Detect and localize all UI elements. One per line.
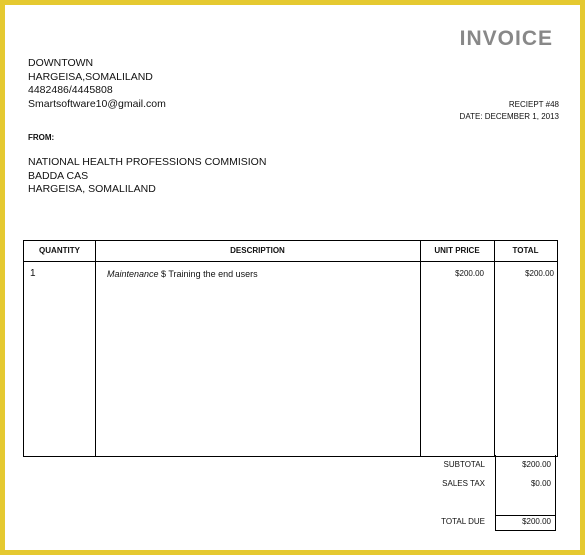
sales-tax-label: SALES TAX xyxy=(442,479,485,488)
receipt-date: DATE: DECEMBER 1, 2013 xyxy=(459,112,559,121)
from-label: FROM: xyxy=(28,133,55,142)
row-description-italic: Maintenance xyxy=(107,269,159,279)
sales-tax-value: $0.00 xyxy=(530,479,551,488)
company-city: HARGEISA,SOMALILAND xyxy=(28,70,153,83)
subtotal-label: SUBTOTAL xyxy=(443,460,485,469)
line-items-table xyxy=(23,240,558,457)
from-address xyxy=(28,156,266,197)
row-quantity: 1 xyxy=(30,268,36,279)
header-divider xyxy=(24,261,557,262)
row-description-rest: $ Training the end users xyxy=(158,269,258,279)
from-line-1: NATIONAL HEALTH PROFESSIONS COMMISION xyxy=(28,156,267,168)
company-info xyxy=(28,57,166,111)
from-line-3: HARGEISA, SOMALILAND xyxy=(28,183,156,195)
receipt-number: RECIEPT #48 xyxy=(508,100,559,109)
company-name: DOWNTOWN xyxy=(28,57,94,69)
subtotal-value: $200.00 xyxy=(522,460,551,469)
invoice-title: INVOICE xyxy=(459,27,553,50)
total-due-label: TOTAL DUE xyxy=(441,517,485,526)
header-description: DESCRIPTION xyxy=(230,246,285,255)
receipt-info xyxy=(460,99,559,123)
company-phone: 4482486/4445808 xyxy=(28,84,113,96)
company-email: Smartsoftware10@gmail.com xyxy=(28,97,166,110)
header-quantity: QUANTITY xyxy=(39,246,80,255)
header-total: TOTAL xyxy=(512,246,539,255)
total-due-value: $200.00 xyxy=(522,517,551,526)
header-unit-price: UNIT PRICE xyxy=(434,246,480,255)
from-line-2: BADDA CAS xyxy=(28,169,89,182)
row-unit-price: $200.00 xyxy=(455,269,484,278)
column-divider xyxy=(95,241,96,456)
row-description xyxy=(107,269,258,279)
row-total: $200.00 xyxy=(525,269,554,278)
